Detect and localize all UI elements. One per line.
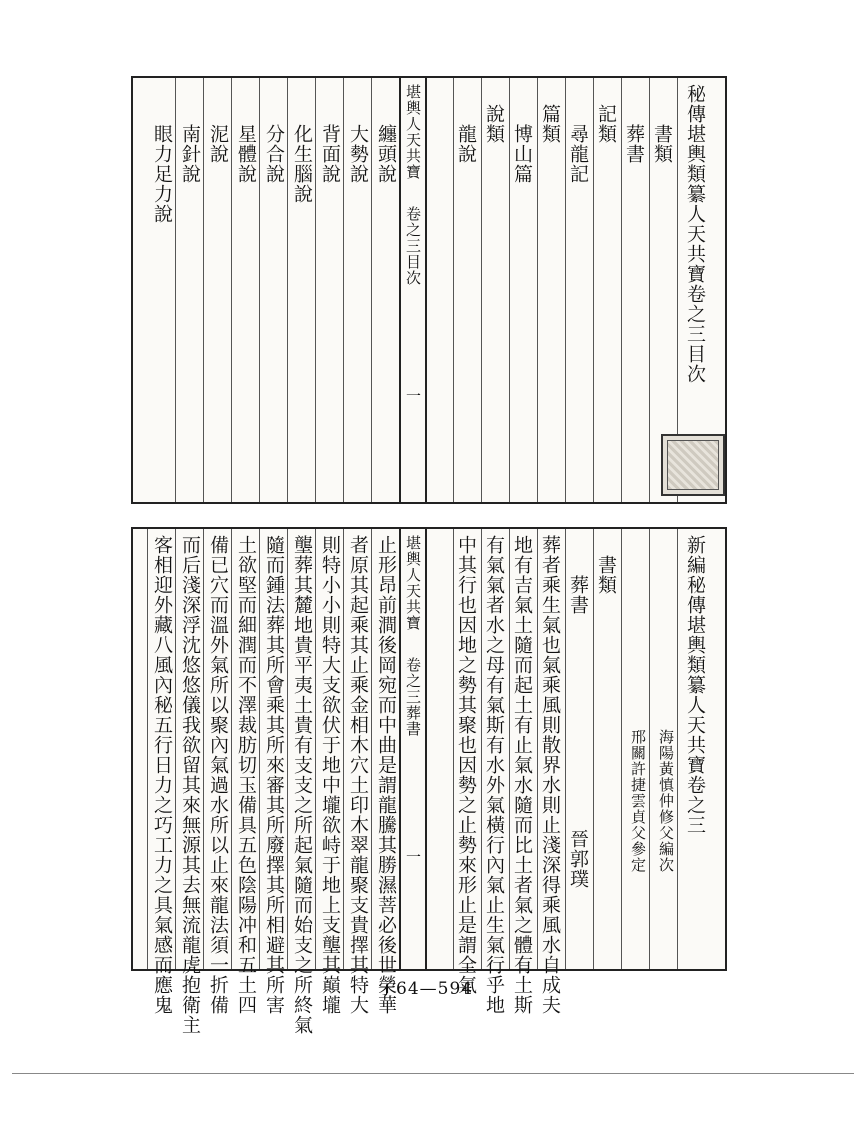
- compiler-credit: 海陽黃慎仲修父編次: [657, 729, 675, 873]
- toc-item: 記類: [595, 104, 617, 144]
- center-margin-page: 一: [404, 849, 422, 865]
- toc-item: 葬書: [623, 124, 645, 164]
- toc-item: 尋龍記: [567, 124, 589, 184]
- center-margin-label: 堪輿人天共寶: [404, 535, 422, 631]
- toc-item: 星體說: [235, 124, 257, 184]
- book-author: 晉郭璞: [567, 829, 589, 889]
- editor-credit: 邢關許捷雲貞父參定: [629, 729, 647, 873]
- toc-item: 南針說: [179, 124, 201, 184]
- text-column: 地有吉氣土隨而起土有止氣水隨而比土者氣之體有土斯: [511, 535, 533, 1015]
- toc-item: 大勢說: [347, 124, 369, 184]
- section-heading: 書類: [595, 555, 617, 595]
- center-margin-label-lower: 卷之三目次: [404, 206, 422, 286]
- toc-item: 化生腦說: [291, 124, 313, 204]
- text-column: 中其行也因地之勢其聚也因勢之止勢來形止是謂全氣: [455, 535, 477, 995]
- text-column: 葬者乘生氣也氣乘風則散界水則止淺深得乘風水自成夫: [539, 535, 561, 1015]
- toc-item: 書類: [651, 124, 673, 164]
- book-title: 葬書: [567, 575, 589, 615]
- toc-title: 秘傳堪輿類纂人天共寶卷之三目次: [684, 84, 706, 384]
- center-margin-label: 堪輿人天共寶: [404, 84, 422, 180]
- top-page-panel: [131, 76, 727, 504]
- toc-item: 眼力足力說: [151, 124, 173, 224]
- text-column: 有氣氣者水之母有氣斯有水外氣橫行內氣止生氣行乎地: [483, 535, 505, 1015]
- toc-item: 博山篇: [511, 124, 533, 184]
- text-column: 壟葬其麓地貴平夷土貴有支支之所起氣隨而始支之所終氣: [291, 535, 313, 1035]
- toc-item: 泥說: [207, 124, 229, 164]
- text-column: 隨而鍾法葬其所會乘其所來審其所廢擇其所相避其所害: [263, 535, 285, 1015]
- scan-edge-divider: [12, 1073, 854, 1074]
- text-column: 而后淺深浮沈悠悠儀我欲留其來無源其去無流龍虎抱衛主: [179, 535, 201, 1035]
- text-column: 則特小小則特大支欲伏于地中壠欲峙于地上支壟其巔壠: [319, 535, 341, 1015]
- page-number: 子64—594: [378, 979, 474, 999]
- text-column: 者原其起乘其止乘金相木穴土印木翠龍聚支貴擇其特大: [347, 535, 369, 1015]
- toc-item: 篇類: [539, 104, 561, 144]
- text-column: 土欲堅而細潤而不澤裁肪切玉備具五色陰陽冲和五土四: [235, 535, 257, 1015]
- chapter-title: 新編秘傳堪輿類纂人天共寶卷之三: [684, 535, 706, 835]
- collector-seal-icon: [661, 434, 725, 496]
- text-column: 客相迎外藏八風內秘五行日力之巧工力之具氣感而應鬼: [151, 535, 173, 1015]
- toc-item: 背面說: [319, 124, 341, 184]
- center-margin-page: 一: [404, 388, 422, 404]
- toc-item: 龍說: [455, 124, 477, 164]
- toc-item: 纏頭說: [375, 124, 397, 184]
- center-margin-label-lower: 卷之三葬書: [404, 657, 422, 737]
- text-column: 止形昂前澗後岡宛而中曲是謂龍騰其勝濕菩必後世榮華: [375, 535, 397, 1015]
- text-column: 備已穴而溫外氣所以聚內氣過水所以止來龍法須一折備: [207, 535, 229, 1015]
- toc-item: 說類: [483, 104, 505, 144]
- toc-item: 分合說: [263, 124, 285, 184]
